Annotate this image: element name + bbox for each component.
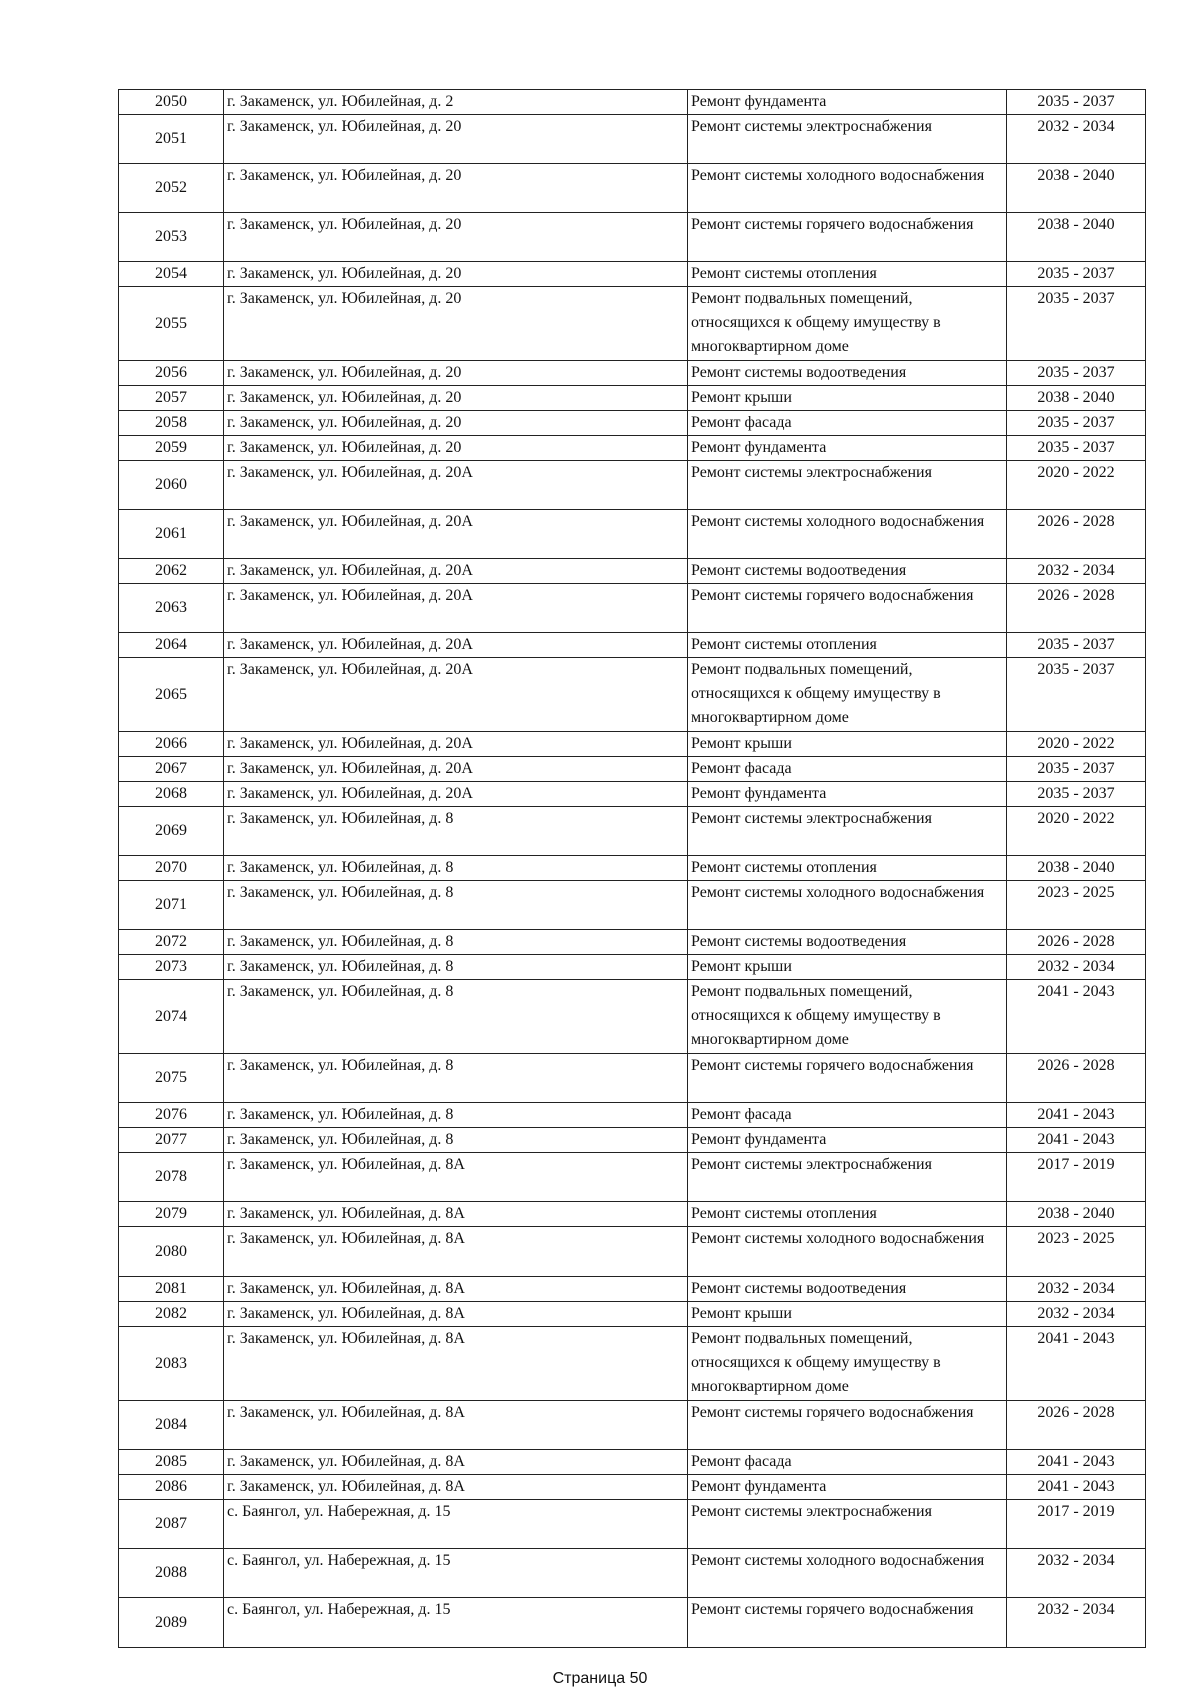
address-cell: г. Закаменск, ул. Юбилейная, д. 20А bbox=[224, 757, 688, 782]
address-cell: г. Закаменск, ул. Юбилейная, д. 20 bbox=[224, 436, 688, 461]
table-row bbox=[119, 1598, 1146, 1648]
address-cell: г. Закаменск, ул. Юбилейная, д. 20 bbox=[224, 386, 688, 411]
address-cell: г. Закаменск, ул. Юбилейная, д. 20 bbox=[224, 115, 688, 164]
work-type-cell: Ремонт фундамента bbox=[688, 782, 1007, 807]
row-number-cell: 2073 bbox=[119, 955, 224, 980]
work-type-cell: Ремонт системы электроснабжения bbox=[688, 461, 1007, 510]
row-number-cell: 2055 bbox=[119, 287, 224, 361]
table-row bbox=[119, 1327, 1146, 1401]
work-type-cell: Ремонт системы отопления bbox=[688, 856, 1007, 881]
table-row bbox=[119, 461, 1146, 510]
address-cell: г. Закаменск, ул. Юбилейная, д. 8А bbox=[224, 1401, 688, 1450]
table-row bbox=[119, 1401, 1146, 1450]
address-cell: с. Баянгол, ул. Набережная, д. 15 bbox=[224, 1598, 688, 1648]
row-number-cell: 2081 bbox=[119, 1277, 224, 1302]
table-row bbox=[119, 1450, 1146, 1475]
row-number-cell: 2050 bbox=[119, 90, 224, 115]
period-cell: 2017 - 2019 bbox=[1007, 1153, 1146, 1202]
work-type-cell: Ремонт системы горячего водоснабжения bbox=[688, 213, 1007, 262]
row-number-cell: 2056 bbox=[119, 361, 224, 386]
address-cell: г. Закаменск, ул. Юбилейная, д. 8 bbox=[224, 1128, 688, 1153]
address-cell: г. Закаменск, ул. Юбилейная, д. 8А bbox=[224, 1450, 688, 1475]
address-cell: с. Баянгол, ул. Набережная, д. 15 bbox=[224, 1500, 688, 1549]
table-row bbox=[119, 1153, 1146, 1202]
table-body bbox=[119, 90, 1146, 1648]
row-number-cell: 2078 bbox=[119, 1153, 224, 1202]
period-cell: 2032 - 2034 bbox=[1007, 559, 1146, 584]
period-cell: 2041 - 2043 bbox=[1007, 1128, 1146, 1153]
address-cell: г. Закаменск, ул. Юбилейная, д. 20А bbox=[224, 461, 688, 510]
table-row bbox=[119, 807, 1146, 856]
table-row bbox=[119, 361, 1146, 386]
row-number-cell: 2061 bbox=[119, 510, 224, 559]
row-number-cell: 2059 bbox=[119, 436, 224, 461]
period-cell: 2035 - 2037 bbox=[1007, 361, 1146, 386]
address-cell: г. Закаменск, ул. Юбилейная, д. 20 bbox=[224, 411, 688, 436]
row-number-cell: 2051 bbox=[119, 115, 224, 164]
address-cell: г. Закаменск, ул. Юбилейная, д. 8А bbox=[224, 1153, 688, 1202]
address-cell: г. Закаменск, ул. Юбилейная, д. 20 bbox=[224, 361, 688, 386]
row-number-cell: 2063 bbox=[119, 584, 224, 633]
work-type-cell: Ремонт системы горячего водоснабжения bbox=[688, 1598, 1007, 1648]
work-type-cell: Ремонт фасада bbox=[688, 1103, 1007, 1128]
work-type-cell: Ремонт системы отопления bbox=[688, 633, 1007, 658]
work-type-cell: Ремонт системы отопления bbox=[688, 262, 1007, 287]
table-row bbox=[119, 584, 1146, 633]
period-cell: 2041 - 2043 bbox=[1007, 1103, 1146, 1128]
table-row bbox=[119, 658, 1146, 732]
work-type-cell: Ремонт системы электроснабжения bbox=[688, 807, 1007, 856]
table-row bbox=[119, 287, 1146, 361]
table-row bbox=[119, 980, 1146, 1054]
table-row bbox=[119, 856, 1146, 881]
period-cell: 2041 - 2043 bbox=[1007, 1450, 1146, 1475]
row-number-cell: 2080 bbox=[119, 1227, 224, 1277]
address-cell: г. Закаменск, ул. Юбилейная, д. 2 bbox=[224, 90, 688, 115]
table-row bbox=[119, 386, 1146, 411]
row-number-cell: 2058 bbox=[119, 411, 224, 436]
table-row bbox=[119, 436, 1146, 461]
work-type-cell: Ремонт фасада bbox=[688, 411, 1007, 436]
work-type-cell: Ремонт системы электроснабжения bbox=[688, 115, 1007, 164]
row-number-cell: 2072 bbox=[119, 930, 224, 955]
period-cell: 2032 - 2034 bbox=[1007, 115, 1146, 164]
address-cell: г. Закаменск, ул. Юбилейная, д. 20А bbox=[224, 559, 688, 584]
work-type-cell: Ремонт системы водоотведения bbox=[688, 1277, 1007, 1302]
row-number-cell: 2052 bbox=[119, 164, 224, 213]
work-type-cell: Ремонт крыши bbox=[688, 955, 1007, 980]
address-cell: г. Закаменск, ул. Юбилейная, д. 8 bbox=[224, 955, 688, 980]
period-cell: 2035 - 2037 bbox=[1007, 411, 1146, 436]
work-type-cell: Ремонт фундамента bbox=[688, 436, 1007, 461]
period-cell: 2038 - 2040 bbox=[1007, 1202, 1146, 1227]
work-type-cell: Ремонт фасада bbox=[688, 1450, 1007, 1475]
row-number-cell: 2083 bbox=[119, 1327, 224, 1401]
row-number-cell: 2084 bbox=[119, 1401, 224, 1450]
period-cell: 2041 - 2043 bbox=[1007, 1475, 1146, 1500]
period-cell: 2032 - 2034 bbox=[1007, 955, 1146, 980]
address-cell: г. Закаменск, ул. Юбилейная, д. 8А bbox=[224, 1277, 688, 1302]
address-cell: г. Закаменск, ул. Юбилейная, д. 8 bbox=[224, 856, 688, 881]
period-cell: 2038 - 2040 bbox=[1007, 856, 1146, 881]
period-cell: 2032 - 2034 bbox=[1007, 1302, 1146, 1327]
address-cell: г. Закаменск, ул. Юбилейная, д. 20А bbox=[224, 584, 688, 633]
row-number-cell: 2065 bbox=[119, 658, 224, 732]
period-cell: 2035 - 2037 bbox=[1007, 436, 1146, 461]
period-cell: 2035 - 2037 bbox=[1007, 633, 1146, 658]
row-number-cell: 2082 bbox=[119, 1302, 224, 1327]
work-type-cell: Ремонт системы горячего водоснабжения bbox=[688, 584, 1007, 633]
row-number-cell: 2088 bbox=[119, 1549, 224, 1598]
period-cell: 2035 - 2037 bbox=[1007, 262, 1146, 287]
table-row bbox=[119, 1227, 1146, 1277]
period-cell: 2038 - 2040 bbox=[1007, 386, 1146, 411]
period-cell: 2035 - 2037 bbox=[1007, 658, 1146, 732]
work-type-cell: Ремонт системы холодного водоснабжения bbox=[688, 164, 1007, 213]
period-cell: 2026 - 2028 bbox=[1007, 1054, 1146, 1103]
period-cell: 2026 - 2028 bbox=[1007, 584, 1146, 633]
row-number-cell: 2068 bbox=[119, 782, 224, 807]
period-cell: 2035 - 2037 bbox=[1007, 90, 1146, 115]
row-number-cell: 2054 bbox=[119, 262, 224, 287]
row-number-cell: 2087 bbox=[119, 1500, 224, 1549]
table-row bbox=[119, 262, 1146, 287]
row-number-cell: 2070 bbox=[119, 856, 224, 881]
row-number-cell: 2077 bbox=[119, 1128, 224, 1153]
row-number-cell: 2066 bbox=[119, 732, 224, 757]
table-row bbox=[119, 955, 1146, 980]
address-cell: г. Закаменск, ул. Юбилейная, д. 20А bbox=[224, 510, 688, 559]
work-type-cell: Ремонт крыши bbox=[688, 732, 1007, 757]
address-cell: г. Закаменск, ул. Юбилейная, д. 8А bbox=[224, 1302, 688, 1327]
work-type-cell: Ремонт крыши bbox=[688, 1302, 1007, 1327]
address-cell: г. Закаменск, ул. Юбилейная, д. 8 bbox=[224, 930, 688, 955]
work-type-cell: Ремонт подвальных помещений, относящихся к общему имуществу в многоквартирном доме bbox=[688, 287, 1007, 361]
table-row bbox=[119, 1500, 1146, 1549]
row-number-cell: 2089 bbox=[119, 1598, 224, 1648]
table-row bbox=[119, 1054, 1146, 1103]
row-number-cell: 2062 bbox=[119, 559, 224, 584]
row-number-cell: 2067 bbox=[119, 757, 224, 782]
page-number: Страница 50 bbox=[552, 1670, 648, 1687]
work-type-cell: Ремонт системы электроснабжения bbox=[688, 1153, 1007, 1202]
period-cell: 2032 - 2034 bbox=[1007, 1277, 1146, 1302]
table-row bbox=[119, 757, 1146, 782]
address-cell: г. Закаменск, ул. Юбилейная, д. 8 bbox=[224, 807, 688, 856]
table-row bbox=[119, 1103, 1146, 1128]
period-cell: 2038 - 2040 bbox=[1007, 164, 1146, 213]
work-type-cell: Ремонт системы холодного водоснабжения bbox=[688, 1549, 1007, 1598]
table-row bbox=[119, 559, 1146, 584]
period-cell: 2020 - 2022 bbox=[1007, 807, 1146, 856]
work-type-cell: Ремонт крыши bbox=[688, 386, 1007, 411]
work-type-cell: Ремонт системы горячего водоснабжения bbox=[688, 1054, 1007, 1103]
work-type-cell: Ремонт системы водоотведения bbox=[688, 930, 1007, 955]
period-cell: 2017 - 2019 bbox=[1007, 1500, 1146, 1549]
repair-schedule-table bbox=[118, 89, 1146, 1648]
table-row bbox=[119, 213, 1146, 262]
address-cell: г. Закаменск, ул. Юбилейная, д. 8А bbox=[224, 1327, 688, 1401]
period-cell: 2041 - 2043 bbox=[1007, 1327, 1146, 1401]
row-number-cell: 2060 bbox=[119, 461, 224, 510]
period-cell: 2038 - 2040 bbox=[1007, 213, 1146, 262]
work-type-cell: Ремонт подвальных помещений, относящихся к общему имуществу в многоквартирном доме bbox=[688, 658, 1007, 732]
address-cell: г. Закаменск, ул. Юбилейная, д. 20А bbox=[224, 658, 688, 732]
work-type-cell: Ремонт системы отопления bbox=[688, 1202, 1007, 1227]
address-cell: г. Закаменск, ул. Юбилейная, д. 8 bbox=[224, 1103, 688, 1128]
table-row bbox=[119, 633, 1146, 658]
address-cell: г. Закаменск, ул. Юбилейная, д. 20 bbox=[224, 262, 688, 287]
table-row bbox=[119, 930, 1146, 955]
table-row bbox=[119, 90, 1146, 115]
work-type-cell: Ремонт фундамента bbox=[688, 90, 1007, 115]
table-row bbox=[119, 164, 1146, 213]
work-type-cell: Ремонт подвальных помещений, относящихся к общему имуществу в многоквартирном доме bbox=[688, 1327, 1007, 1401]
row-number-cell: 2053 bbox=[119, 213, 224, 262]
work-type-cell: Ремонт системы водоотведения bbox=[688, 361, 1007, 386]
table-row bbox=[119, 1549, 1146, 1598]
row-number-cell: 2075 bbox=[119, 1054, 224, 1103]
period-cell: 2020 - 2022 bbox=[1007, 732, 1146, 757]
period-cell: 2035 - 2037 bbox=[1007, 757, 1146, 782]
period-cell: 2020 - 2022 bbox=[1007, 461, 1146, 510]
table-row bbox=[119, 1475, 1146, 1500]
period-cell: 2026 - 2028 bbox=[1007, 930, 1146, 955]
row-number-cell: 2086 bbox=[119, 1475, 224, 1500]
table-row bbox=[119, 1302, 1146, 1327]
address-cell: г. Закаменск, ул. Юбилейная, д. 8А bbox=[224, 1475, 688, 1500]
table-row bbox=[119, 732, 1146, 757]
address-cell: г. Закаменск, ул. Юбилейная, д. 20А bbox=[224, 633, 688, 658]
table-row bbox=[119, 1202, 1146, 1227]
table-row bbox=[119, 411, 1146, 436]
row-number-cell: 2074 bbox=[119, 980, 224, 1054]
period-cell: 2026 - 2028 bbox=[1007, 510, 1146, 559]
work-type-cell: Ремонт фундамента bbox=[688, 1128, 1007, 1153]
work-type-cell: Ремонт системы электроснабжения bbox=[688, 1500, 1007, 1549]
row-number-cell: 2069 bbox=[119, 807, 224, 856]
work-type-cell: Ремонт системы горячего водоснабжения bbox=[688, 1401, 1007, 1450]
period-cell: 2032 - 2034 bbox=[1007, 1598, 1146, 1648]
work-type-cell: Ремонт подвальных помещений, относящихся к общему имуществу в многоквартирном доме bbox=[688, 980, 1007, 1054]
work-type-cell: Ремонт системы холодного водоснабжения bbox=[688, 510, 1007, 559]
address-cell: с. Баянгол, ул. Набережная, д. 15 bbox=[224, 1549, 688, 1598]
address-cell: г. Закаменск, ул. Юбилейная, д. 20 bbox=[224, 164, 688, 213]
address-cell: г. Закаменск, ул. Юбилейная, д. 8 bbox=[224, 1054, 688, 1103]
work-type-cell: Ремонт фасада bbox=[688, 757, 1007, 782]
address-cell: г. Закаменск, ул. Юбилейная, д. 20А bbox=[224, 782, 688, 807]
work-type-cell: Ремонт системы холодного водоснабжения bbox=[688, 1227, 1007, 1277]
period-cell: 2023 - 2025 bbox=[1007, 881, 1146, 930]
table-row bbox=[119, 115, 1146, 164]
period-cell: 2032 - 2034 bbox=[1007, 1549, 1146, 1598]
table-row bbox=[119, 782, 1146, 807]
row-number-cell: 2076 bbox=[119, 1103, 224, 1128]
address-cell: г. Закаменск, ул. Юбилейная, д. 8 bbox=[224, 881, 688, 930]
table-row bbox=[119, 881, 1146, 930]
address-cell: г. Закаменск, ул. Юбилейная, д. 20 bbox=[224, 287, 688, 361]
period-cell: 2023 - 2025 bbox=[1007, 1227, 1146, 1277]
table-row bbox=[119, 1277, 1146, 1302]
address-cell: г. Закаменск, ул. Юбилейная, д. 20 bbox=[224, 213, 688, 262]
table-row bbox=[119, 510, 1146, 559]
work-type-cell: Ремонт системы холодного водоснабжения bbox=[688, 881, 1007, 930]
period-cell: 2035 - 2037 bbox=[1007, 782, 1146, 807]
address-cell: г. Закаменск, ул. Юбилейная, д. 8А bbox=[224, 1202, 688, 1227]
address-cell: г. Закаменск, ул. Юбилейная, д. 8 bbox=[224, 980, 688, 1054]
row-number-cell: 2085 bbox=[119, 1450, 224, 1475]
period-cell: 2026 - 2028 bbox=[1007, 1401, 1146, 1450]
work-type-cell: Ремонт системы водоотведения bbox=[688, 559, 1007, 584]
period-cell: 2041 - 2043 bbox=[1007, 980, 1146, 1054]
work-type-cell: Ремонт фундамента bbox=[688, 1475, 1007, 1500]
table-row bbox=[119, 1128, 1146, 1153]
period-cell: 2035 - 2037 bbox=[1007, 287, 1146, 361]
row-number-cell: 2071 bbox=[119, 881, 224, 930]
row-number-cell: 2064 bbox=[119, 633, 224, 658]
address-cell: г. Закаменск, ул. Юбилейная, д. 20А bbox=[224, 732, 688, 757]
row-number-cell: 2057 bbox=[119, 386, 224, 411]
address-cell: г. Закаменск, ул. Юбилейная, д. 8А bbox=[224, 1227, 688, 1277]
row-number-cell: 2079 bbox=[119, 1202, 224, 1227]
